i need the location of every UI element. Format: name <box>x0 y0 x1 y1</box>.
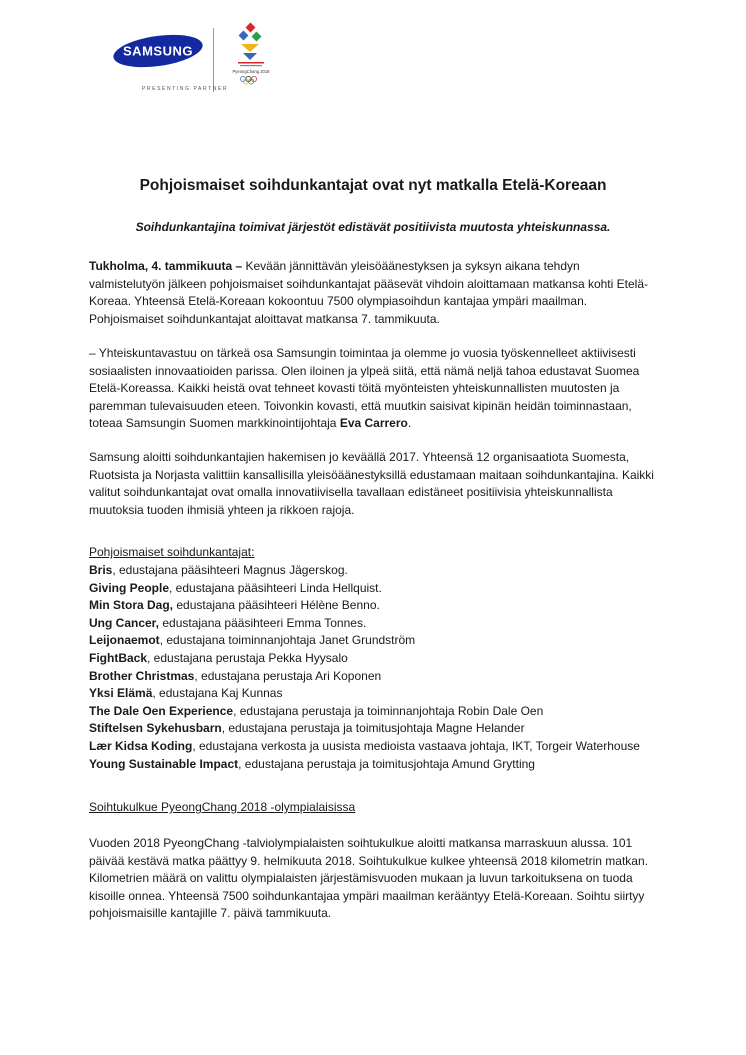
org-name: Giving People <box>89 580 170 595</box>
pyeongchang-logo-text: PyeongChang 2018 <box>232 69 270 74</box>
org-desc: edustajana pääsihteeri Emma Tonnes. <box>159 615 367 630</box>
pyeongchang-2018-logo <box>226 22 280 92</box>
org-name: FightBack <box>89 650 148 665</box>
dateline: Tukholma, 4. tammikuuta – <box>89 259 243 273</box>
org-name: Lær Kidsa Koding <box>89 738 193 753</box>
org-desc: , edustajana perustaja Pekka Hyysalo <box>147 650 348 665</box>
org-desc: , edustajana perustaja ja toiminnanjohtaja Robin Dale Oen <box>233 703 544 718</box>
list-item <box>89 703 659 721</box>
org-desc: , edustajana perustaja ja toimitusjohtaja Amund Grytting <box>238 756 535 771</box>
list-item <box>89 580 659 598</box>
quote-text: – Yhteiskuntavastuu on tärkeä osa Samsungin toimintaa ja olemme jo vuosia työskennelleet aktiivisesti sosiaalisten innovaatioiden parissa. Olen iloinen ja ylpeä siitä, että nämä neljä tahoa edustavat Suomea Etelä-Koreassa. Kaikki heistä ovat tehneet kovasti töitä myönteisten yhteiskunnallisten muutosten ja paremman tulevaisuuden eteen. Toivonkin kovasti, että muutkin saisivat kipinän heidän toiminnastaan, toteaa Samsungin Suomen markkinointijohtaja <box>89 346 640 431</box>
header-logos <box>112 20 312 100</box>
list-item <box>89 685 659 703</box>
headline: Pohjoismaiset soihdunkantajat ovat nyt matkalla Etelä-Koreaan <box>139 177 607 194</box>
list-item <box>89 632 659 650</box>
subheadline: Soihdunkantajina toimivat järjestöt edistävät positiivista muutosta yhteiskunnassa. <box>135 220 611 234</box>
presenting-partner-tagline: PRESENTING PARTNER <box>142 86 229 92</box>
list-item <box>89 668 659 686</box>
paragraph-torch-relay: Vuoden 2018 PyeongChang -talviolympialaisten soihtukulkue aloitti matkansa marraskuun alussa. 101 päivää kestävä matka päättyy 9. helmikuuta 2018. Soihtukulkue kulkee yhteensä 2018 kilometrin matkan. Kilometrien määrä on valittu olympialaisten järjestämisvuoden mukaan ja luvun tarkoituksena on tuoda kisoille onnea. Yhteensä 7500 soihdunkantajaa ympäri maailman kerääntyy Etelä-Koreaan. Soihtu siirtyy pohjoismaisille kantajille 7. päivä tammikuuta. <box>89 836 648 921</box>
org-desc: , edustajana pääsihteeri Linda Hellquist. <box>169 580 382 595</box>
org-name: Young Sustainable Impact <box>89 756 239 771</box>
org-name: Bris <box>89 563 113 577</box>
paragraph-intro-text: Kevään jännittävän yleisöäänestyksen ja syksyn aikana tehdyn valmistelutyön jälkeen pohjoismaiset soihdunkantajat pääsevät vihdoin aloittamaan matkansa kohti Etelä-Koreaa. Yhteensä Etelä-Koreaan kokoontuu 7500 olympiasoihdun kantajaa ympäri maailman. Pohjoismaiset soihdunkantajat aloittavat matkansa 7. tammikuuta. <box>89 259 648 326</box>
paragraph-quote <box>89 345 659 433</box>
list-item <box>89 597 659 615</box>
org-name: Brother Christmas <box>89 668 195 683</box>
quote-end: . <box>407 416 412 431</box>
list-item <box>89 615 659 633</box>
org-name: Leijonaemot <box>89 633 160 648</box>
org-name: Yksi Elämä <box>89 686 153 701</box>
org-name: Ung Cancer, <box>89 615 160 630</box>
org-desc: , edustajana perustaja ja toimitusjohtaja Magne Helander <box>221 721 525 736</box>
org-desc: edustajana pääsihteeri Hélène Benno. <box>173 598 380 613</box>
samsung-logo-text: SAMSUNG <box>123 43 193 59</box>
list-item <box>89 738 659 756</box>
logo-divider <box>213 28 214 92</box>
paragraph-selection: Samsung aloitti soihdunkantajien hakemisen jo keväällä 2017. Yhteensä 12 organisaatiota Suomesta, Ruotsista ja Norjasta valittiin kansallisilla yleisöäänestyksillä edustamaan maitaan soihdunkantajina. Kaikki valitut soihdunkantajat ovat omalla innovatiivisella tavallaan edistäneet positiivisia yhteiskunnallista muutoksia tuoden ihmisiä yhteen ja rikkoen rajoja. <box>89 450 654 517</box>
org-desc: , edustajana verkosta ja uusista medioista vastaava johtaja, IKT, Torgeir Waterhouse <box>192 738 640 753</box>
torchbearers-list <box>89 562 659 773</box>
list-item <box>89 562 659 580</box>
org-name: Stiftelsen Sykehusbarn <box>89 721 222 736</box>
org-name: Min Stora Dag, <box>89 598 174 613</box>
paragraph-intro <box>89 258 659 328</box>
org-name: The Dale Oen Experience <box>89 703 234 718</box>
org-desc: , edustajana Kaj Kunnas <box>152 686 283 701</box>
list-item <box>89 650 659 668</box>
org-desc: , edustajana perustaja Ari Koponen <box>194 668 382 683</box>
torchbearers-list-heading: Pohjoismaiset soihdunkantajat: <box>89 545 255 559</box>
list-item <box>89 720 659 738</box>
org-desc: , edustajana toiminnanjohtaja Janet Grundström <box>159 633 416 648</box>
quote-speaker: Eva Carrero <box>339 416 408 431</box>
samsung-logo <box>112 33 204 69</box>
torch-relay-heading: Soihtukulkue PyeongChang 2018 -olympialaisissa <box>89 800 356 814</box>
org-desc: , edustajana pääsihteeri Magnus Jägerskog. <box>112 563 348 577</box>
list-item <box>89 756 659 774</box>
